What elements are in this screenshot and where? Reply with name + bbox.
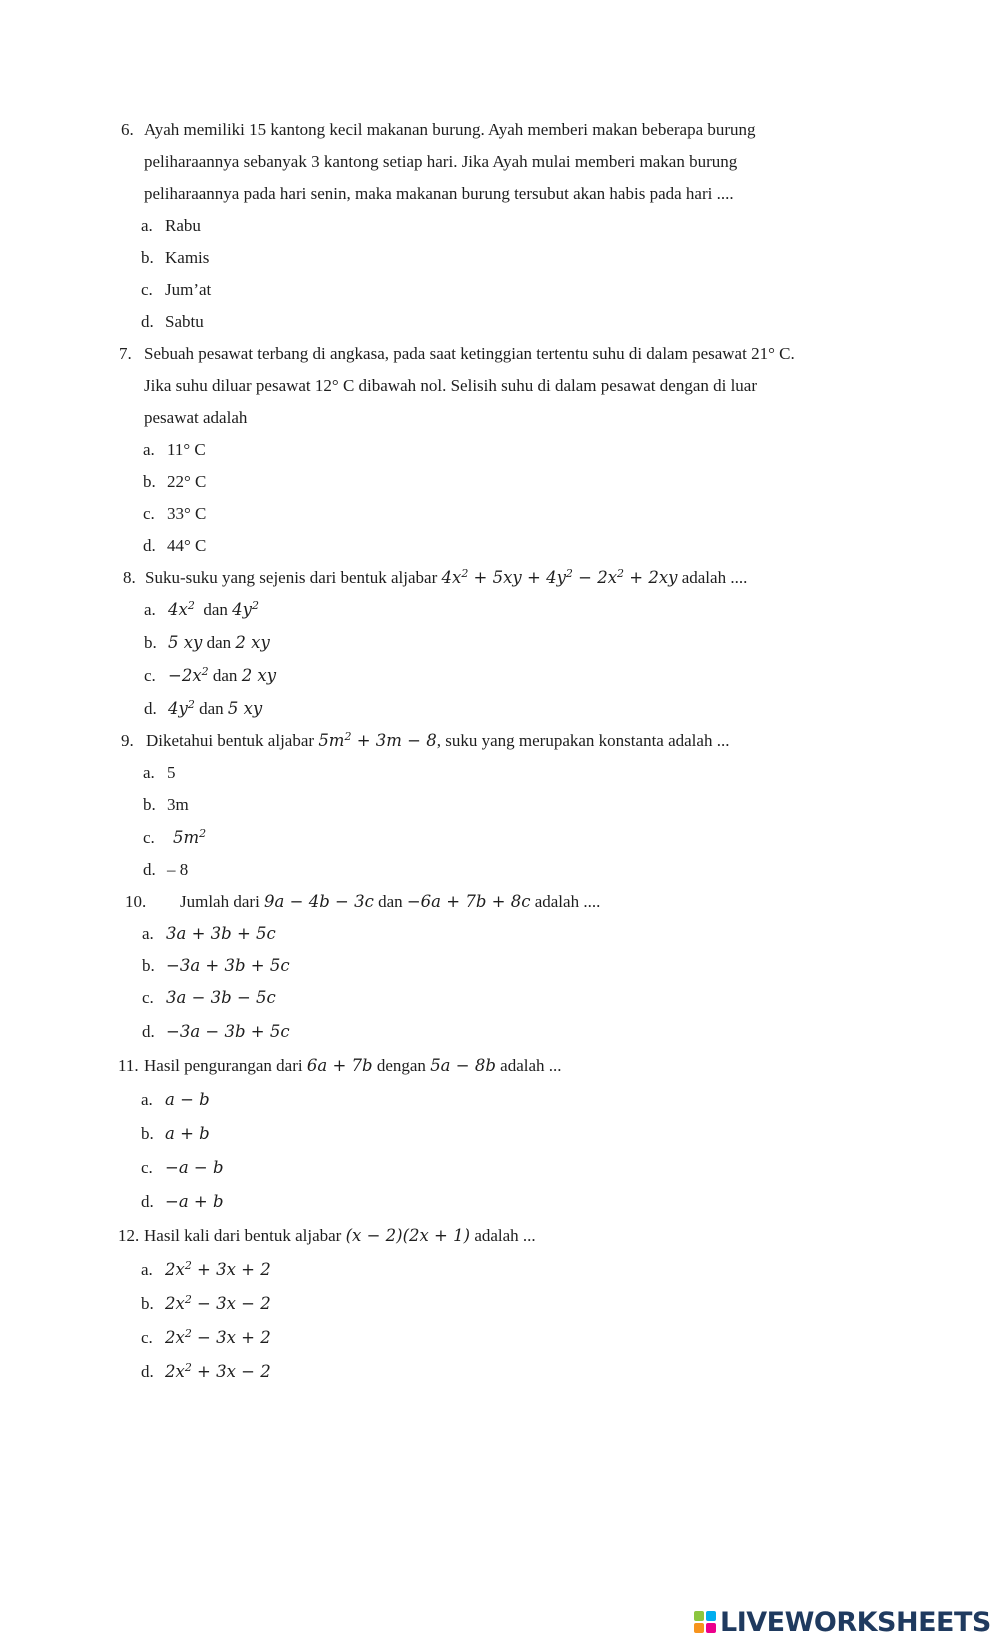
option-11a: a. a − b bbox=[141, 1090, 210, 1109]
question-text: Hasil kali dari bentuk aljabar bbox=[144, 1226, 342, 1245]
option-8b: b. 5 xy dan 2 xy bbox=[144, 633, 270, 652]
expression: $5m^2 + 3m - 8$ bbox=[318, 730, 437, 750]
option-10d: d. −3a − 3b + 5c bbox=[142, 1022, 290, 1041]
option-9d: d. – 8 bbox=[143, 860, 189, 879]
question-text: Ayah memiliki 15 kantong kecil makanan burung. Ayah memberi makan beberapa burung bbox=[144, 120, 756, 139]
question-8 bbox=[123, 567, 747, 589]
exponent: 2 bbox=[565, 567, 573, 580]
question-9 bbox=[121, 730, 729, 752]
option-12b: b. $2x^2 - 3x - 2$ bbox=[141, 1293, 271, 1313]
expression-2: −6a + 7b + 8c bbox=[406, 892, 531, 911]
question-text: Hasil pengurangan dari bbox=[144, 1056, 303, 1075]
question-11 bbox=[118, 1055, 562, 1077]
exponent: 2 bbox=[184, 1293, 192, 1306]
question-text: Jumlah dari bbox=[180, 892, 260, 911]
option-12d: d. $2x^2 + 3x - 2$ bbox=[141, 1361, 271, 1381]
option-12a: a. $2x^2 + 3x + 2$ bbox=[141, 1259, 271, 1279]
expression-2: 5a − 8b bbox=[430, 1056, 496, 1075]
option-6b: b. Kamis bbox=[141, 248, 210, 267]
question-number: 6. bbox=[121, 120, 134, 139]
expression: (x − 2)(2x + 1) bbox=[345, 1226, 471, 1245]
question-number: 10. bbox=[125, 892, 147, 911]
exponent: 2 bbox=[187, 599, 195, 612]
option-8d: d. $4y^2$ dan 5 xy bbox=[144, 698, 263, 718]
option-7b: b. 22° C bbox=[143, 472, 207, 491]
exponent: 2 bbox=[184, 1361, 192, 1374]
exponent: 2 bbox=[184, 1327, 192, 1340]
expression-1: 9a − 4b − 3c bbox=[264, 892, 374, 911]
option-8c: c. $-2x^2$ dan 2 xy bbox=[144, 665, 277, 685]
question-text: Diketahui bentuk aljabar bbox=[146, 731, 315, 750]
exponent: 2 bbox=[187, 698, 195, 711]
question-text-line: pesawat adalah bbox=[144, 408, 248, 427]
question-text-end: adalah ... bbox=[474, 1226, 536, 1245]
option-10c: c. 3a − 3b − 5c bbox=[142, 988, 276, 1007]
option-8a: a. $4x^2$ dan $4y^2$ bbox=[144, 599, 259, 619]
question-text-end: , suku yang merupakan konstanta adalah ... bbox=[436, 731, 730, 750]
question-7 bbox=[119, 343, 795, 365]
option-11c: c. −a − b bbox=[141, 1158, 224, 1177]
exponent: 2 bbox=[344, 730, 352, 743]
question-text-end: adalah .... bbox=[681, 568, 748, 587]
option-12c: c. $2x^2 - 3x + 2$ bbox=[141, 1327, 271, 1347]
question-text-end: adalah .... bbox=[534, 892, 601, 911]
option-7a: a. 11° C bbox=[143, 440, 206, 459]
exponent: 2 bbox=[251, 599, 259, 612]
question-text: Suku-suku yang sejenis dari bentuk aljabar bbox=[145, 568, 438, 587]
question-12 bbox=[118, 1225, 536, 1247]
logo-text: LIVEWORKSHEETS bbox=[720, 1606, 991, 1638]
question-text-end: adalah ... bbox=[500, 1056, 562, 1075]
question-text-line: Jika suhu diluar pesawat 12° C dibawah nol. Selisih suhu di dalam pesawat dengan di luar bbox=[144, 376, 758, 395]
logo-square-green bbox=[694, 1611, 704, 1621]
joiner: dan bbox=[378, 892, 403, 911]
exponent: 2 bbox=[461, 567, 469, 580]
question-6 bbox=[121, 119, 756, 141]
option-10b: b. −3a + 3b + 5c bbox=[142, 956, 290, 975]
option-9a: a. 5 bbox=[143, 763, 176, 782]
expression-1: 6a + 7b bbox=[306, 1056, 373, 1075]
question-number: 11. bbox=[118, 1056, 139, 1075]
option-6a: a. Rabu bbox=[141, 216, 201, 235]
option-9c: c. $5m^2$ bbox=[143, 827, 207, 847]
question-text: Sebuah pesawat terbang di angkasa, pada saat ketinggian tertentu suhu di dalam pesawat 21° C. bbox=[144, 344, 795, 363]
question-text-line: peliharaannya pada hari senin, maka makanan burung tersubut akan habis pada hari .... bbox=[144, 184, 734, 203]
question-number: 12. bbox=[118, 1226, 140, 1245]
liveworksheets-logo[interactable] bbox=[694, 1606, 991, 1638]
exponent: 2 bbox=[201, 665, 209, 678]
exponent: 2 bbox=[199, 827, 207, 840]
logo-square-pink bbox=[706, 1623, 716, 1633]
option-7d: d. 44° C bbox=[143, 536, 207, 555]
question-number: 8. bbox=[123, 568, 136, 587]
question-10 bbox=[125, 891, 600, 913]
option-9b: b. 3m bbox=[143, 795, 189, 814]
liveworksheets-logo-icon bbox=[694, 1611, 716, 1633]
question-text-line: peliharaannya sebanyak 3 kantong setiap hari. Jika Ayah mulai memberi makan burung bbox=[144, 152, 738, 171]
question-number: 7. bbox=[119, 344, 132, 363]
exponent: 2 bbox=[617, 567, 625, 580]
option-11d: d. −a + b bbox=[141, 1192, 224, 1211]
option-6d: d. Sabtu bbox=[141, 312, 204, 331]
question-number: 9. bbox=[121, 731, 134, 750]
option-7c: c. 33° C bbox=[143, 504, 207, 523]
expression: $4x^2 + 5xy + 4y^2 - 2x^2 + 2xy$ bbox=[441, 567, 678, 587]
joiner: dengan bbox=[376, 1056, 426, 1075]
exponent: 2 bbox=[184, 1259, 192, 1272]
logo-square-orange bbox=[694, 1623, 704, 1633]
logo-square-blue bbox=[706, 1611, 716, 1621]
option-11b: b. a + b bbox=[141, 1124, 210, 1143]
option-10a: a. 3a + 3b + 5c bbox=[142, 924, 276, 943]
option-6c: c. Jum’at bbox=[141, 280, 212, 299]
